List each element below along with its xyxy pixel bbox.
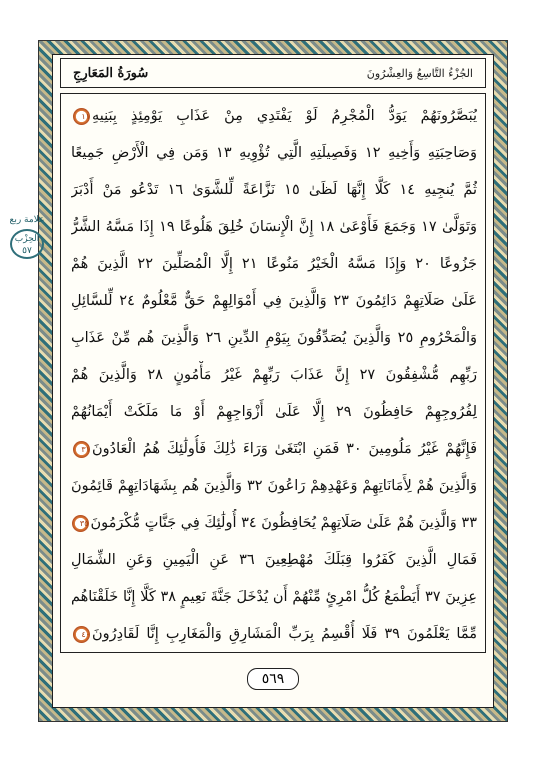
line-text: رَبِّهِم مُّشْفِقُونَ ٢٧ إِنَّ عَذَابَ رَبِّهِمْ غَيْرُ مَأْمُونٍ ٢٨ وَالَّذِينَ هُمْ	[71, 367, 477, 383]
hizb-label: الحِزْب	[14, 234, 40, 244]
ayah-number-marker: ١١	[73, 108, 90, 125]
page-footer	[60, 658, 486, 700]
text-line	[71, 324, 477, 352]
line-text: وَالْمَحْرُومِ ٢٥ وَالَّذِينَ يُصَدِّقُونَ بِيَوْمِ الدِّينِ ٢٦ وَالَّذِينَ هُم مِّنْ عَذَابِ	[71, 330, 477, 346]
line-text: فَمَالِ الَّذِينَ كَفَرُوا قِبَلَكَ مُهْطِعِينَ ٣٦ عَنِ الْيَمِينِ وَعَنِ الشِّمَالِ	[71, 552, 477, 568]
juz-title: الجُزْءُ التَّاسِعُ وَالعِشْرُونَ	[366, 66, 473, 80]
line-text: ثُمَّ يُنجِيهِ ١٤ كَلَّا إِنَّهَا لَظَىٰ ١٥ نَزَّاعَةً لِّلشَّوَىٰ ١٦ تَدْعُو مَنْ أَدْبَرَ	[71, 182, 477, 198]
text-line	[71, 287, 477, 315]
line-text: مِّمَّا يَعْلَمُونَ ٣٩ فَلَا أُقْسِمُ بِرَبِّ الْمَشَارِقِ وَالْمَغَارِبِ إِنَّا لَقَادِرُونَ	[92, 626, 477, 642]
ayah-number-marker: ٤٠	[73, 626, 90, 643]
line-text: وَصَاحِبَتِهِ وَأَخِيهِ ١٢ وَفَصِيلَتِهِ الَّتِي تُؤْوِيهِ ١٣ وَمَن فِي الْأَرْضِ جَمِيعًا	[71, 145, 477, 161]
ayah-number-marker: ٣٥	[72, 515, 89, 532]
text-line	[71, 472, 477, 500]
text-line	[71, 361, 477, 389]
page-header	[60, 58, 486, 88]
text-line	[71, 176, 477, 204]
text-line	[71, 139, 477, 167]
line-text: وَتَوَلَّىٰ ١٧ وَجَمَعَ فَأَوْعَىٰ ١٨ إِنَّ الْإِنسَانَ خُلِقَ هَلُوعًا ١٩ إِذَا مَسَّهُ الشَّرُّ	[71, 219, 477, 235]
line-text: يُبَصَّرُونَهُمْ يَوَدُّ الْمُجْرِمُ لَوْ يَفْتَدِي مِنْ عَذَابِ يَوْمِئِذٍ بِبَنِيهِ	[92, 108, 477, 124]
line-text: ٣٣ وَالَّذِينَ هُمْ عَلَىٰ صَلَاتِهِمْ يُحَافِظُونَ ٣٤ أُولَٰئِكَ فِي جَنَّاتٍ مُّكْرَمُونَ	[90, 515, 477, 531]
text-line	[71, 546, 477, 574]
text-line	[71, 435, 477, 463]
quran-text-area	[60, 93, 486, 653]
text-line	[71, 583, 477, 611]
text-line	[71, 509, 477, 537]
text-line	[71, 620, 477, 648]
line-text: وَالَّذِينَ هُمْ لِأَمَانَاتِهِمْ وَعَهْدِهِمْ رَاعُونَ ٣٢ وَالَّذِينَ هُم بِشَهَادَاتِهِمْ قَائِمُونَ	[71, 478, 477, 494]
text-line	[71, 102, 477, 130]
line-text: لِفُرُوجِهِمْ حَافِظُونَ ٢٩ إِلَّا عَلَىٰ أَزْوَاجِهِمْ أَوْ مَا مَلَكَتْ أَيْمَانُهُمْ	[71, 404, 477, 420]
line-text: عَلَىٰ صَلَاتِهِمْ دَائِمُونَ ٢٣ وَالَّذِينَ فِي أَمْوَالِهِمْ حَقٌّ مَّعْلُومٌ ٢٤ لِّلسَّائِلِ	[71, 293, 477, 309]
line-text: عِزِينَ ٣٧ أَيَطْمَعُ كُلُّ امْرِئٍ مِّنْهُمْ أَن يُدْخَلَ جَنَّةَ نَعِيمٍ ٣٨ كَلَّا إِنَّا خَلَقْنَاهُم	[71, 589, 477, 605]
text-line	[71, 398, 477, 426]
hizb-marker-top: علامة ربع	[9, 215, 45, 225]
text-line	[71, 213, 477, 241]
ayah-number-marker: ٣١	[73, 441, 90, 458]
hizb-number: ٥٧	[22, 246, 32, 256]
hizb-marker	[6, 214, 48, 276]
text-line	[71, 250, 477, 278]
line-text: فَإِنَّهُمْ غَيْرُ مَلُومِينَ ٣٠ فَمَنِ ابْتَغَىٰ وَرَاءَ ذَٰلِكَ فَأُولَٰئِكَ هُمُ الْعَادُونَ	[92, 441, 477, 457]
page-number: ٥٦٩	[247, 668, 300, 690]
hizb-ring	[10, 229, 44, 259]
surah-title: سُورَةُ المَعَارِجِ	[73, 65, 149, 81]
line-text: جَزُوعًا ٢٠ وَإِذَا مَسَّهُ الْخَيْرُ مَنُوعًا ٢١ إِلَّا الْمُصَلِّينَ ٢٢ الَّذِينَ هُمْ	[71, 256, 477, 272]
